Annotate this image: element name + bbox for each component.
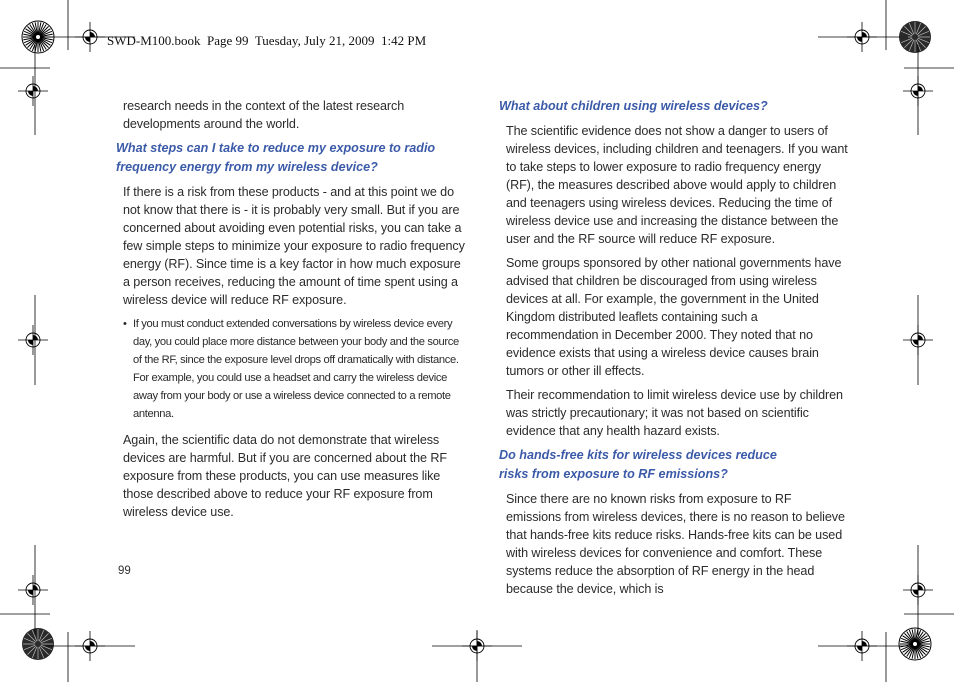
- header-book: SWD-M100.book: [107, 33, 201, 48]
- starburst-mark-bottom-left: [22, 628, 54, 660]
- paragraph-children-evidence: The scientific evidence does not show a danger to users of wireless devices, including children and teenagers. If you want to take steps to lower exposure to radio frequency energy (RF), the measures described above would apply to children and teenagers using wireless devices. Reducing the time of wireless device use and increasing the distance between the user and the RF source will reduce RF exposure.: [506, 124, 848, 246]
- paragraph-scientific-data: Again, the scientific data do not demonstrate that wireless devices are harmful. But if you are concerned about the RF exposure from these products, you can use measures like those described above to reduce your RF exposure from wireless device use.: [123, 433, 447, 519]
- heading-reduce-exposure: What steps can I take to reduce my exposure to radio frequency energy from my wireless device?: [116, 141, 436, 174]
- paragraph-hands-free: Since there are no known risks from exposure to RF emissions from wireless devices, there is no reason to believe that hands-free kits reduce risks. Hands-free kits can be used with wireless devices for convenience and comfort. These systems reduce the absorption of RF energy in the head because the device, which is: [506, 492, 845, 596]
- paragraph-uk-government: Some groups sponsored by other national governments have advised that children be discouraged from using wireless devices at all. For example, the government in the United Kingdom distributed leaflets containing such a recommendation in December 2000. They noted that no evidence exists that using a wireless device causes brain tumors or other ill effects.: [506, 256, 842, 378]
- heading-hands-free-line1: Do hands-free kits for wireless devices reduce: [499, 448, 777, 462]
- intro-paragraph: research needs in the context of the latest research developments around the world.: [123, 99, 405, 131]
- registration-mark-left-lower: [18, 575, 48, 605]
- registration-mark-left-upper: [18, 76, 48, 106]
- page-number: 99: [118, 565, 131, 577]
- header-date: Tuesday, July 21, 2009: [254, 33, 375, 48]
- paragraph-risk: If there is a risk from these products - and at this point we do not know that there is - it is probably very small. But if you are concerned about avoiding even potential risks, you can take a few simple steps to minimize your exposure to radio frequency energy (RF). Since time is a key factor in how much exposure a person receives, reducing the amount of time spent using a wireless device will reduce RF exposure.: [123, 185, 465, 307]
- paragraph-precautionary: Their recommendation to limit wireless device use by children was strictly precautionary; it was not based on scientific evidence that any health hazard exists.: [506, 388, 843, 438]
- bullet-text: If you must conduct extended conversations by wireless device every day, you could place more distance between your body and the source of the RF, since the exposure level drops off dramatically with distance. For example, you could use a headset and carry the wireless device away from your body or use a wireless device connected to a remote antenna.: [133, 318, 459, 420]
- bullet-marker: •: [123, 318, 127, 330]
- header-page-label: Page 99: [207, 33, 249, 48]
- starburst-mark-bottom-right: [899, 628, 931, 660]
- registration-mark-left-middle: [18, 325, 48, 355]
- header-time: 1:42 PM: [381, 33, 427, 48]
- heading-hands-free-line2: risks from exposure to RF emissions?: [499, 467, 728, 481]
- heading-children: What about children using wireless devices?: [499, 99, 768, 113]
